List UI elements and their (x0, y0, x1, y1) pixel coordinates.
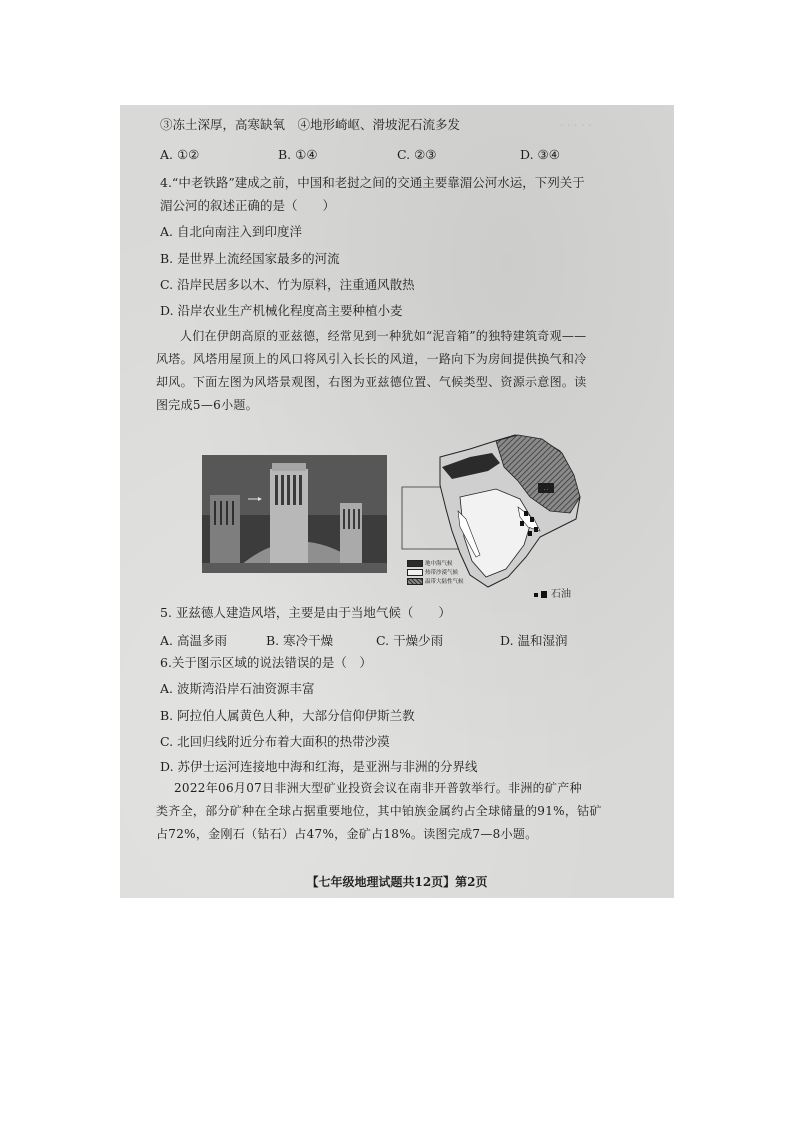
legend-swatch (407, 569, 423, 576)
q5-option-d: D. 温和湿润 (500, 633, 568, 648)
svg-text:· ·: · · (543, 487, 549, 493)
intro-7-8-paragraph (156, 777, 646, 846)
q4-option-b: B. 是世界上流经国家最多的河流 (160, 251, 340, 266)
intro-7-8-line: 类齐全，部分矿种在全球占据重要地位，其中铂族金属约占全球储量的91%，钴矿 (156, 804, 602, 818)
q3-option-c: C. ②③ (397, 147, 437, 162)
q3-option-d: D. ③④ (520, 147, 560, 162)
legend-swatch (407, 560, 423, 567)
wind-tower-photo (202, 455, 387, 573)
intro-5-6-line: 却风。下面左图为风塔景观图，右图为亚兹德位置、气候类型、资源示意图。读 (156, 375, 587, 389)
q4-option-d: D. 沿岸农业生产机械化程度高主要种植小麦 (160, 303, 403, 318)
q3-option-a: A. ①② (160, 147, 200, 162)
q3-option-b: B. ①④ (278, 147, 318, 162)
q6-option-b: B. 阿拉伯人属黄色人种，大部分信仰伊斯兰教 (160, 708, 415, 723)
q6-stem: 6.关于图示区域的说法错误的是（ ） (160, 655, 372, 670)
q6-option-c: C. 北回归线附近分布着大面积的热带沙漠 (160, 734, 390, 749)
q4-option-c: C. 沿岸民居多以木、竹为原料，注重通风散热 (160, 277, 415, 292)
legend-item-mediterranean (407, 560, 464, 569)
page-footer: 【七年级地理试题共12页】第2页 (306, 875, 488, 889)
oil-legend (534, 585, 571, 600)
q3-statement-line: ③冻土深厚，高寒缺氧 ④地形崎岖、滑坡泥石流多发 (160, 117, 461, 132)
legend-swatch (407, 578, 423, 585)
intro-5-6-paragraph (156, 325, 646, 417)
q5-stem: 5. 亚兹德人建造风塔，主要是由于当地气候（ ） (160, 605, 451, 620)
q5-option-a: A. 高温多雨 (160, 633, 227, 648)
q6-option-a: A. 波斯湾沿岸石油资源丰富 (160, 681, 315, 696)
oil-marker-icon (541, 591, 547, 598)
q6-option-d: D. 苏伊士运河连接地中海和红海，是亚洲与非洲的分界线 (160, 759, 478, 774)
q4-stem-line-1: 4.“中老铁路”建成之前，中国和老挝之间的交通主要靠湄公河水运，下列关于 (160, 175, 585, 190)
legend-label: 热带沙漠气候 (425, 570, 459, 576)
q5-option-b: B. 寒冷干燥 (266, 633, 334, 648)
intro-5-6-line: 风塔。风塔用屋顶上的风口将风引入长长的风道，一路向下为房间提供换气和冷 (156, 352, 587, 366)
legend-item-continental (407, 578, 464, 587)
legend-label: 温带大陆性气候 (425, 579, 464, 585)
oil-legend-label: 石油 (551, 589, 571, 600)
exam-page (120, 105, 674, 898)
map-legend (407, 560, 464, 587)
q5-option-c: C. 干燥少雨 (376, 633, 444, 648)
legend-item-desert (407, 569, 464, 578)
intro-5-6-line: 人们在伊朗高原的亚兹德，经常见到一种犹如“泥音箱”的独特建筑奇观—— (180, 329, 587, 343)
oil-marker-icon (534, 593, 538, 597)
bleed-through-text: · · · · · (560, 119, 592, 132)
legend-label: 地中海气候 (425, 561, 453, 567)
intro-5-6-line: 图完成5—6小题。 (156, 398, 258, 412)
q4-option-a: A. 自北向南注入到印度洋 (160, 224, 302, 239)
intro-7-8-line: 占72%，金刚石（钻石）占47%，金矿占18%。读图完成7—8小题。 (156, 827, 538, 841)
intro-7-8-line: 2022年06月07日非洲大型矿业投资会议在南非开普敦举行。非洲的矿产种 (174, 781, 582, 795)
q4-stem-line-2: 湄公河的叙述正确的是（ ） (160, 198, 336, 213)
